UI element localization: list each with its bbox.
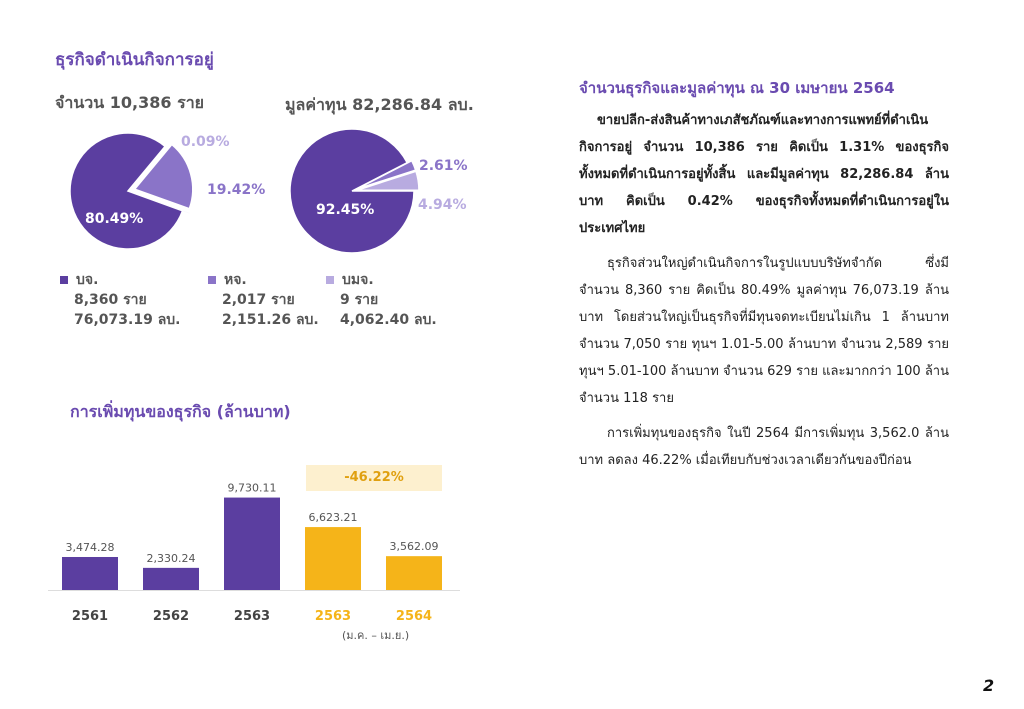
- change-badge-label: -46.22%: [344, 470, 404, 485]
- bar-value-label: 2,330.24: [146, 551, 196, 565]
- pie-capital: [288, 125, 438, 255]
- period-note: (ม.ค. – เม.ย.): [342, 629, 410, 642]
- section-title: ธุรกิจดำเนินกิจการอยู่: [55, 50, 214, 70]
- bar-category-label: 2563: [233, 609, 271, 624]
- bar-value-label: 6,623.21: [308, 511, 358, 525]
- legend-item-hj: [208, 270, 319, 330]
- pie-count-label-hj: 19.42%: [207, 182, 266, 198]
- bar-chart-title: การเพิ่มทุนของธุรกิจ (ล้านบาท): [70, 402, 291, 421]
- bar-category-label: 2563: [314, 609, 352, 624]
- paragraph-capital-increase: การเพิ่มทุนของธุรกิจ ในปี 2564 มีการเพิ่มทุน 3,562.0 ล้านบาท ลดลง 46.22% เมื่อเทียบกับช่วงเวลาเดียวกันของปีก่อน: [579, 426, 949, 468]
- legend-count: 8,360 ราย: [74, 292, 147, 308]
- pie-capital-label-bj: 92.45%: [316, 202, 375, 218]
- pie-slice: [290, 129, 414, 253]
- bar: [224, 498, 280, 590]
- bar: [62, 557, 118, 590]
- bar-value-label: 9,730.11: [227, 481, 277, 495]
- bar: [143, 568, 199, 590]
- bar: [305, 527, 361, 590]
- square-icon: [208, 276, 216, 284]
- right-title: จำนวนธุรกิจและมูลค่าทุน ณ 30 เมษายน 2564: [579, 79, 895, 97]
- legend-name: บจ.: [76, 272, 99, 288]
- legend-item-bj: [60, 270, 180, 330]
- bar-value-label: 3,474.28: [65, 540, 115, 554]
- legend-name: บมจ.: [342, 272, 374, 288]
- legend-capital: 4,062.40 ลบ.: [340, 312, 437, 328]
- bar-category-label: 2562: [152, 609, 190, 624]
- pie-capital-label-bmj: 4.94%: [418, 197, 467, 213]
- square-icon: [60, 276, 68, 284]
- legend-count: 2,017 ราย: [222, 292, 295, 308]
- pie-capital-label-hj: 2.61%: [419, 158, 468, 174]
- bar-value-label: 3,562.09: [389, 540, 439, 554]
- pie-count-label-bmj: 0.09%: [181, 134, 230, 150]
- legend-count: 9 ราย: [340, 292, 379, 308]
- pie-count-label-bj: 80.49%: [85, 211, 144, 227]
- legend-capital: 2,151.26 ลบ.: [222, 312, 319, 328]
- capital-label: มูลค่าทุน 82,286.84 ลบ.: [285, 95, 474, 114]
- bar-chart: [40, 470, 470, 640]
- legend-capital: 76,073.19 ลบ.: [74, 312, 181, 328]
- legend-item-bmj: [326, 270, 437, 330]
- count-label: จำนวน 10,386 ราย: [55, 93, 205, 112]
- paragraph-summary: ขายปลีก-ส่งสินค้าทางเภสัชภัณฑ์และทางการแพทย์ที่ดำเนินกิจการอยู่ จำนวน 10,386 ราย คิดเป็น 1.31% ของธุรกิจทั้งหมดที่ดำเนินการอยู่ทั้งสิ้น และมีมูลค่าทุน 82,286.84 ล้านบาท คิดเป็น 0.42% ของธุรกิจทั้งหมดที่ดำเนินการอยู่ในประเทศไทย: [579, 113, 949, 236]
- paragraph-details: ธุรกิจส่วนใหญ่ดำเนินกิจการในรูปแบบบริษัทจำกัด ซึ่งมีจำนวน 8,360 ราย คิดเป็น 80.49% มูลค่าทุน 76,073.19 ล้านบาท โดยส่วนใหญ่เป็นธุรกิจที่มีทุนจดทะเบียนไม่เกิน 1 ล้านบาท จำนวน 7,050 ราย ทุนฯ 1.01-5.00 ล้านบาท จำนวน 2,589 ราย ทุนฯ 5.01-100 ล้านบาท จำนวน 629 ราย และมากกว่า 100 ล้าน จำนวน 118 ราย: [579, 256, 949, 406]
- square-icon: [326, 276, 334, 284]
- page-number: 2: [983, 676, 995, 695]
- bar: [386, 556, 442, 590]
- bar-category-label: 2561: [71, 609, 109, 624]
- legend-name: หจ.: [224, 272, 247, 288]
- bar-category-label: 2564: [395, 609, 433, 624]
